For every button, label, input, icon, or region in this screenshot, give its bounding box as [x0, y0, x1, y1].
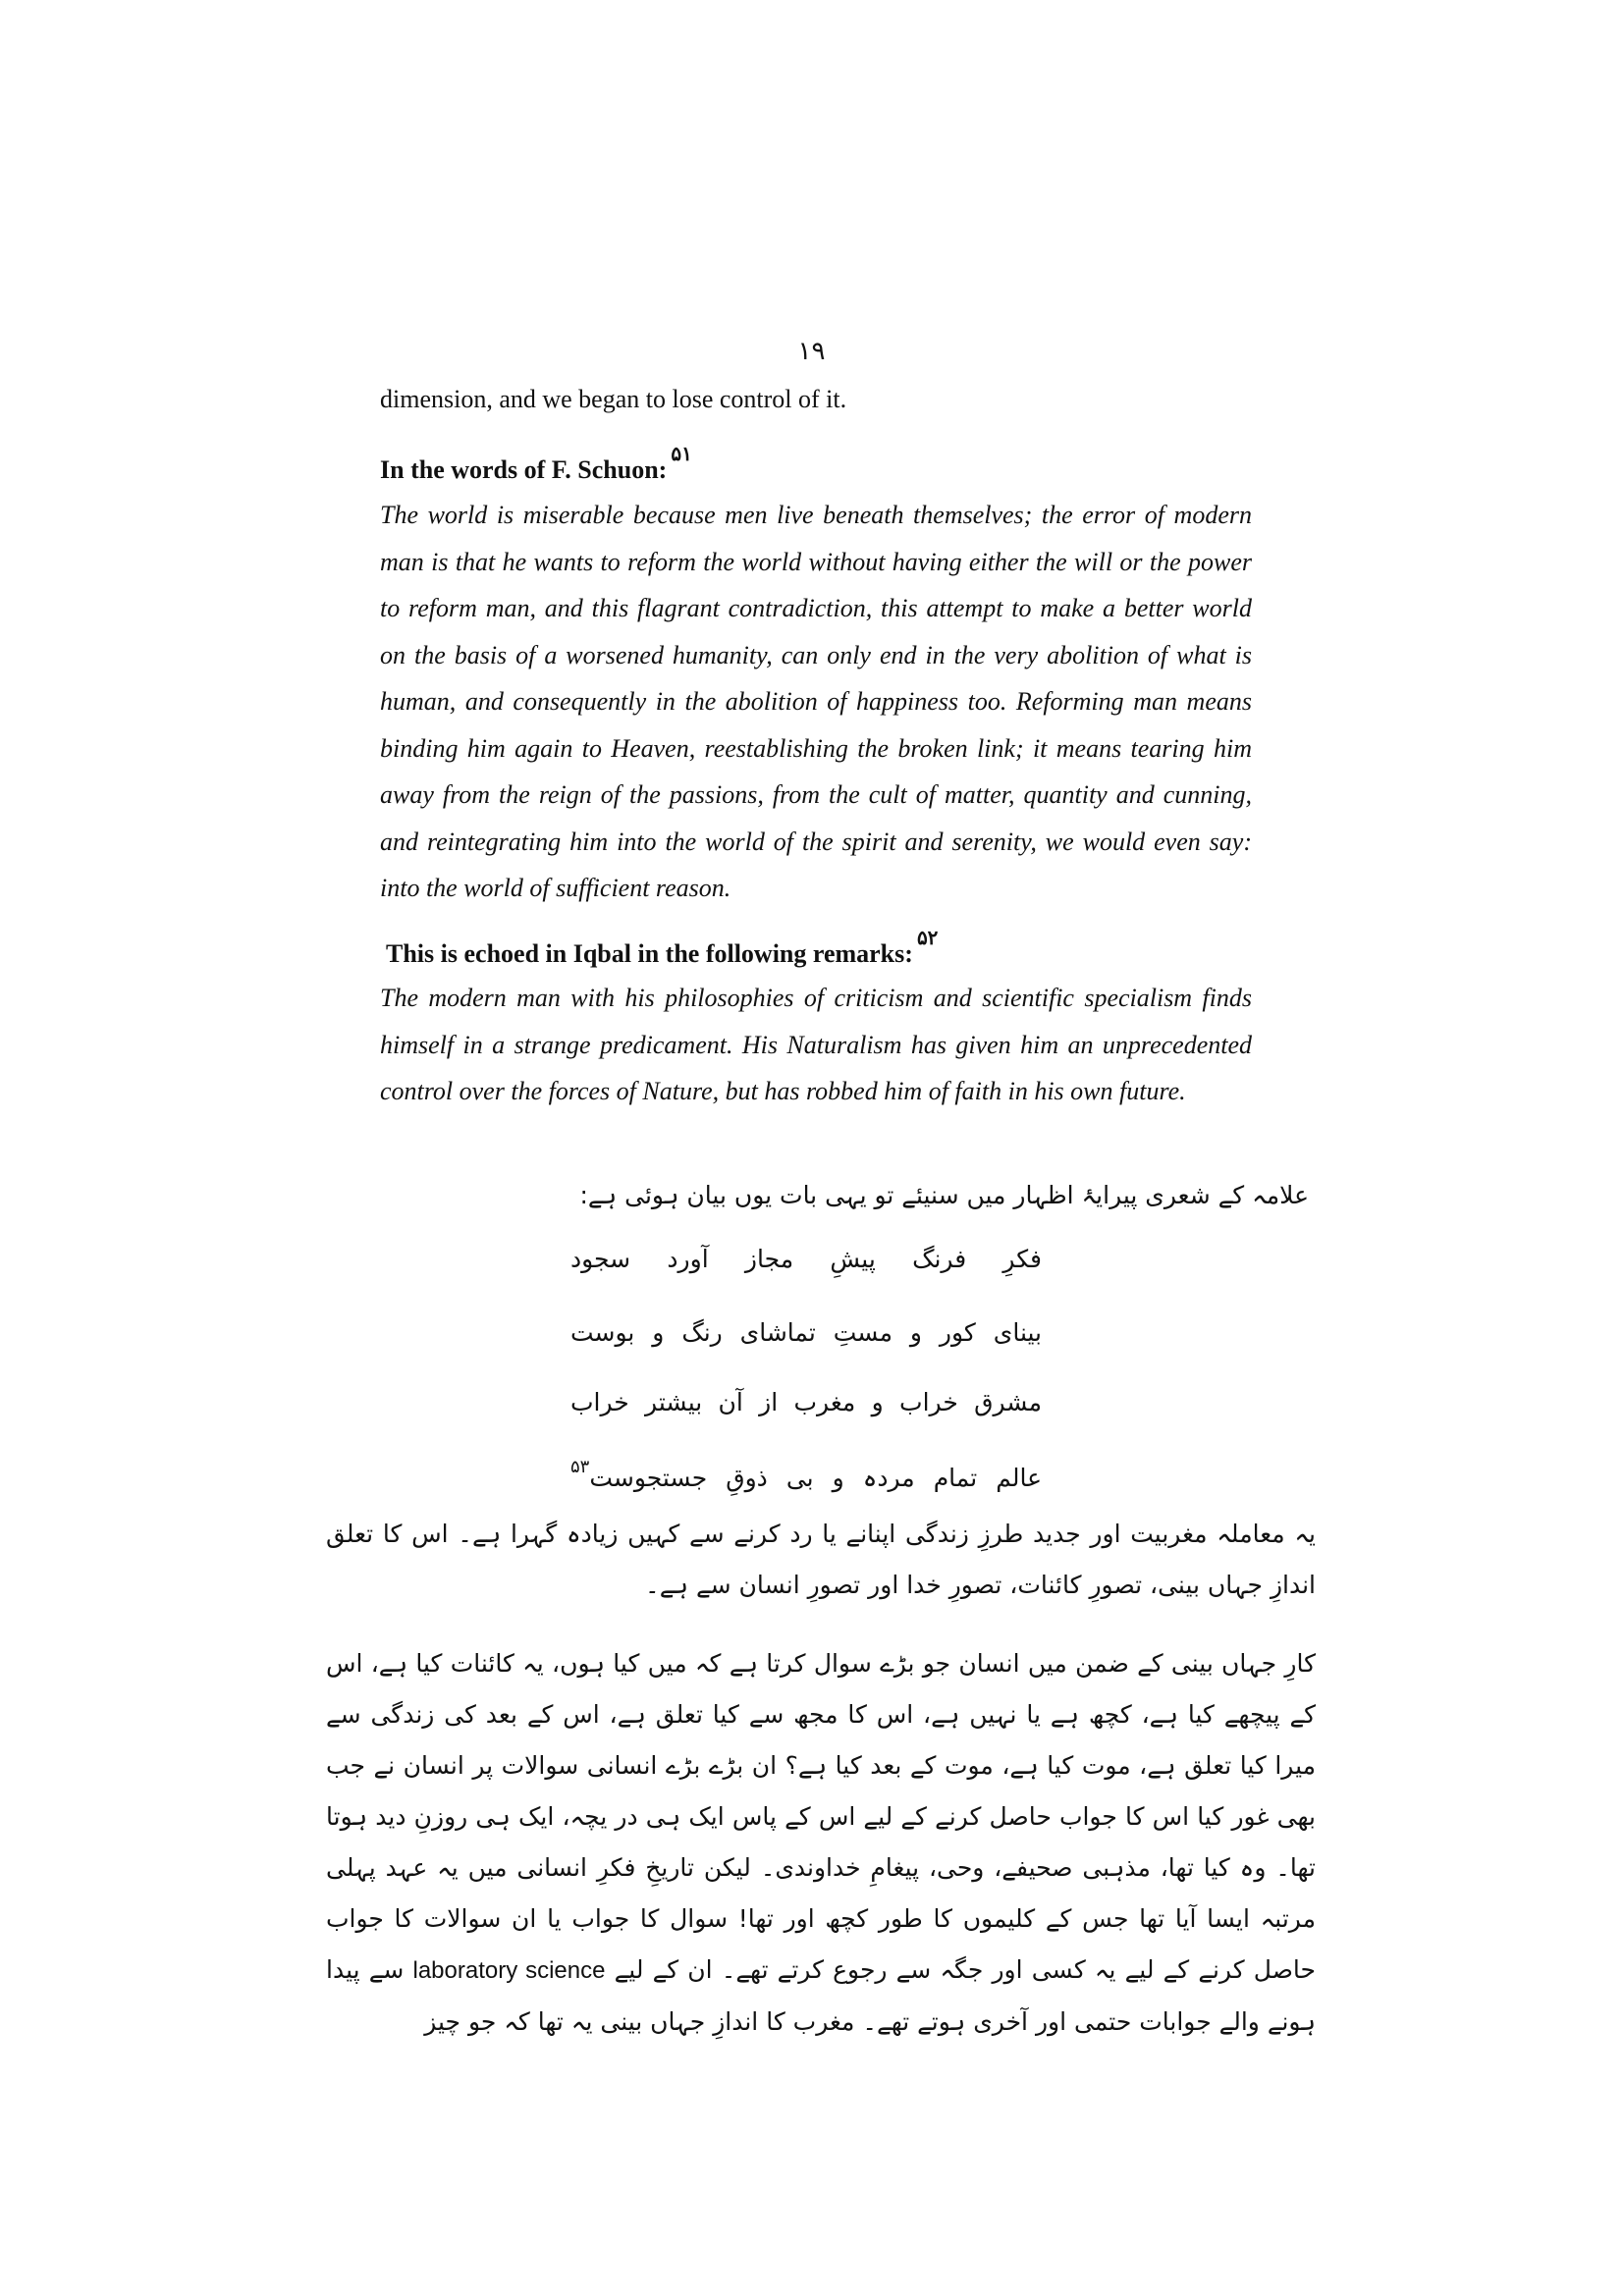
urdu-paragraph-2-before: کارِ جہاں بینی کے ضمن میں انسان جو بڑے سوال کرتا ہے کہ میں کیا ہوں، یہ کائنات کیا ہے، اس کے پیچھے کیا ہے، کچھ ہے یا نہیں ہے، اس کا مجھ سے کیا تعلق ہے، اس کے بعد کی زندگی سے میرا کیا تعلق ہے، موت کیا ہے، موت کے بعد کیا ہے؟ ان بڑے بڑے انسانی سوالات پر انسان نے جب بھی غور کیا اس کا جواب حاصل کرنے کے لیے اس کے پاس ایک ہی در یچہ، ایک ہی روزنِ دید ہوتا تھا۔ وہ کیا تھا، مذہبی صحیفے، وحی، پیغامِ خداوندی۔ لیکن تاریخِ فکرِ انسانی میں یہ عہد پہلی مرتبہ ایسا آیا تھا جس کے کلیموں کا طور کچھ اور تھا! سوال کا جواب یا ان سوالات کا جواب حاصل کرنے کے لیے یہ کسی اور جگہ سے رجوع کرتے تھے۔ ان کے لیے [326, 1649, 1317, 1984]
english-term-laboratory-science: laboratory science [412, 1957, 606, 1984]
urdu-intro: علامہ کے شعری پیرایۂ اظہار میں سنیئے تو یہی بات یوں بیان ہوئی ہے: [579, 1181, 1309, 1209]
footnote-ref-51: ۵۱ [671, 444, 692, 465]
verse-line-1: فکرِ فرنگ پیشِ مجاز آورد سجود [570, 1245, 1042, 1273]
lead-text: dimension, and we began to lose control of it. [380, 385, 847, 413]
quote-iqbal: The modern man with his philosophies of criticism and scientific specialism finds himself in a strange predicament. His Naturalism has given him an unprecedented control over the forces of Nature, but has robbed him of faith in his own future. [380, 984, 1252, 1105]
footnote-ref-52: ۵۲ [916, 928, 939, 949]
urdu-paragraph-2 [326, 1638, 1316, 2048]
heading-iqbal-text: This is echoed in Iqbal in the following remarks: [386, 939, 913, 968]
urdu-paragraph-2-after: سے پیدا ہونے والے جوابات حتمی اور آخری ہوتے تھے۔ مغرب کا اندازِ جہاں بینی یہ تھا کہ جو چیز [326, 1955, 1316, 2036]
footnote-ref-53: ۵۳ [570, 1457, 590, 1477]
heading-schuon-text: In the words of F. Schuon: [380, 455, 668, 484]
heading-iqbal [386, 916, 1258, 977]
heading-schuon [380, 432, 1252, 493]
urdu-paragraph-1: یہ معاملہ مغربیت اور جدید طرزِ زندگی اپنانے یا رد کرنے سے کہیں زیادہ گہرا ہے۔ اس کا تعلق اندازِ جہاں بینی، تصورِ کائنات، تصورِ خدا اور تصورِ انسان سے ہے۔ [326, 1520, 1316, 1599]
quote-schuon: The world is miserable because men live beneath themselves; the error of modern man is that he wants to reform the world without having either the will or the power to reform man, and this flagrant contradiction, this attempt to make a better world on the basis of a worsened humanity, can only end in the very abolition of what is human, and consequently in the abolition of happiness too. Reforming man means binding him again to Heaven, reestablishing the broken link; it means tearing him away from the reign of the passions, from the cult of matter, quantity and cunning, and reintegrating him into the world of the spirit and serenity, we would even say: into the world of sufficient reason. [380, 501, 1252, 902]
verse-line-4-text: عالم تمام مردہ و بی ذوقِ جستجوست [589, 1464, 1042, 1492]
page-number: ۱۹ [797, 337, 826, 365]
verse-line-3: مشرق خراب و مغرب از آن بیشتر خراب [570, 1388, 1042, 1416]
verse-line-2: بینای کور و مستِ تماشای رنگ و بوست [570, 1318, 1042, 1347]
verse-line-4 [570, 1448, 1042, 1498]
